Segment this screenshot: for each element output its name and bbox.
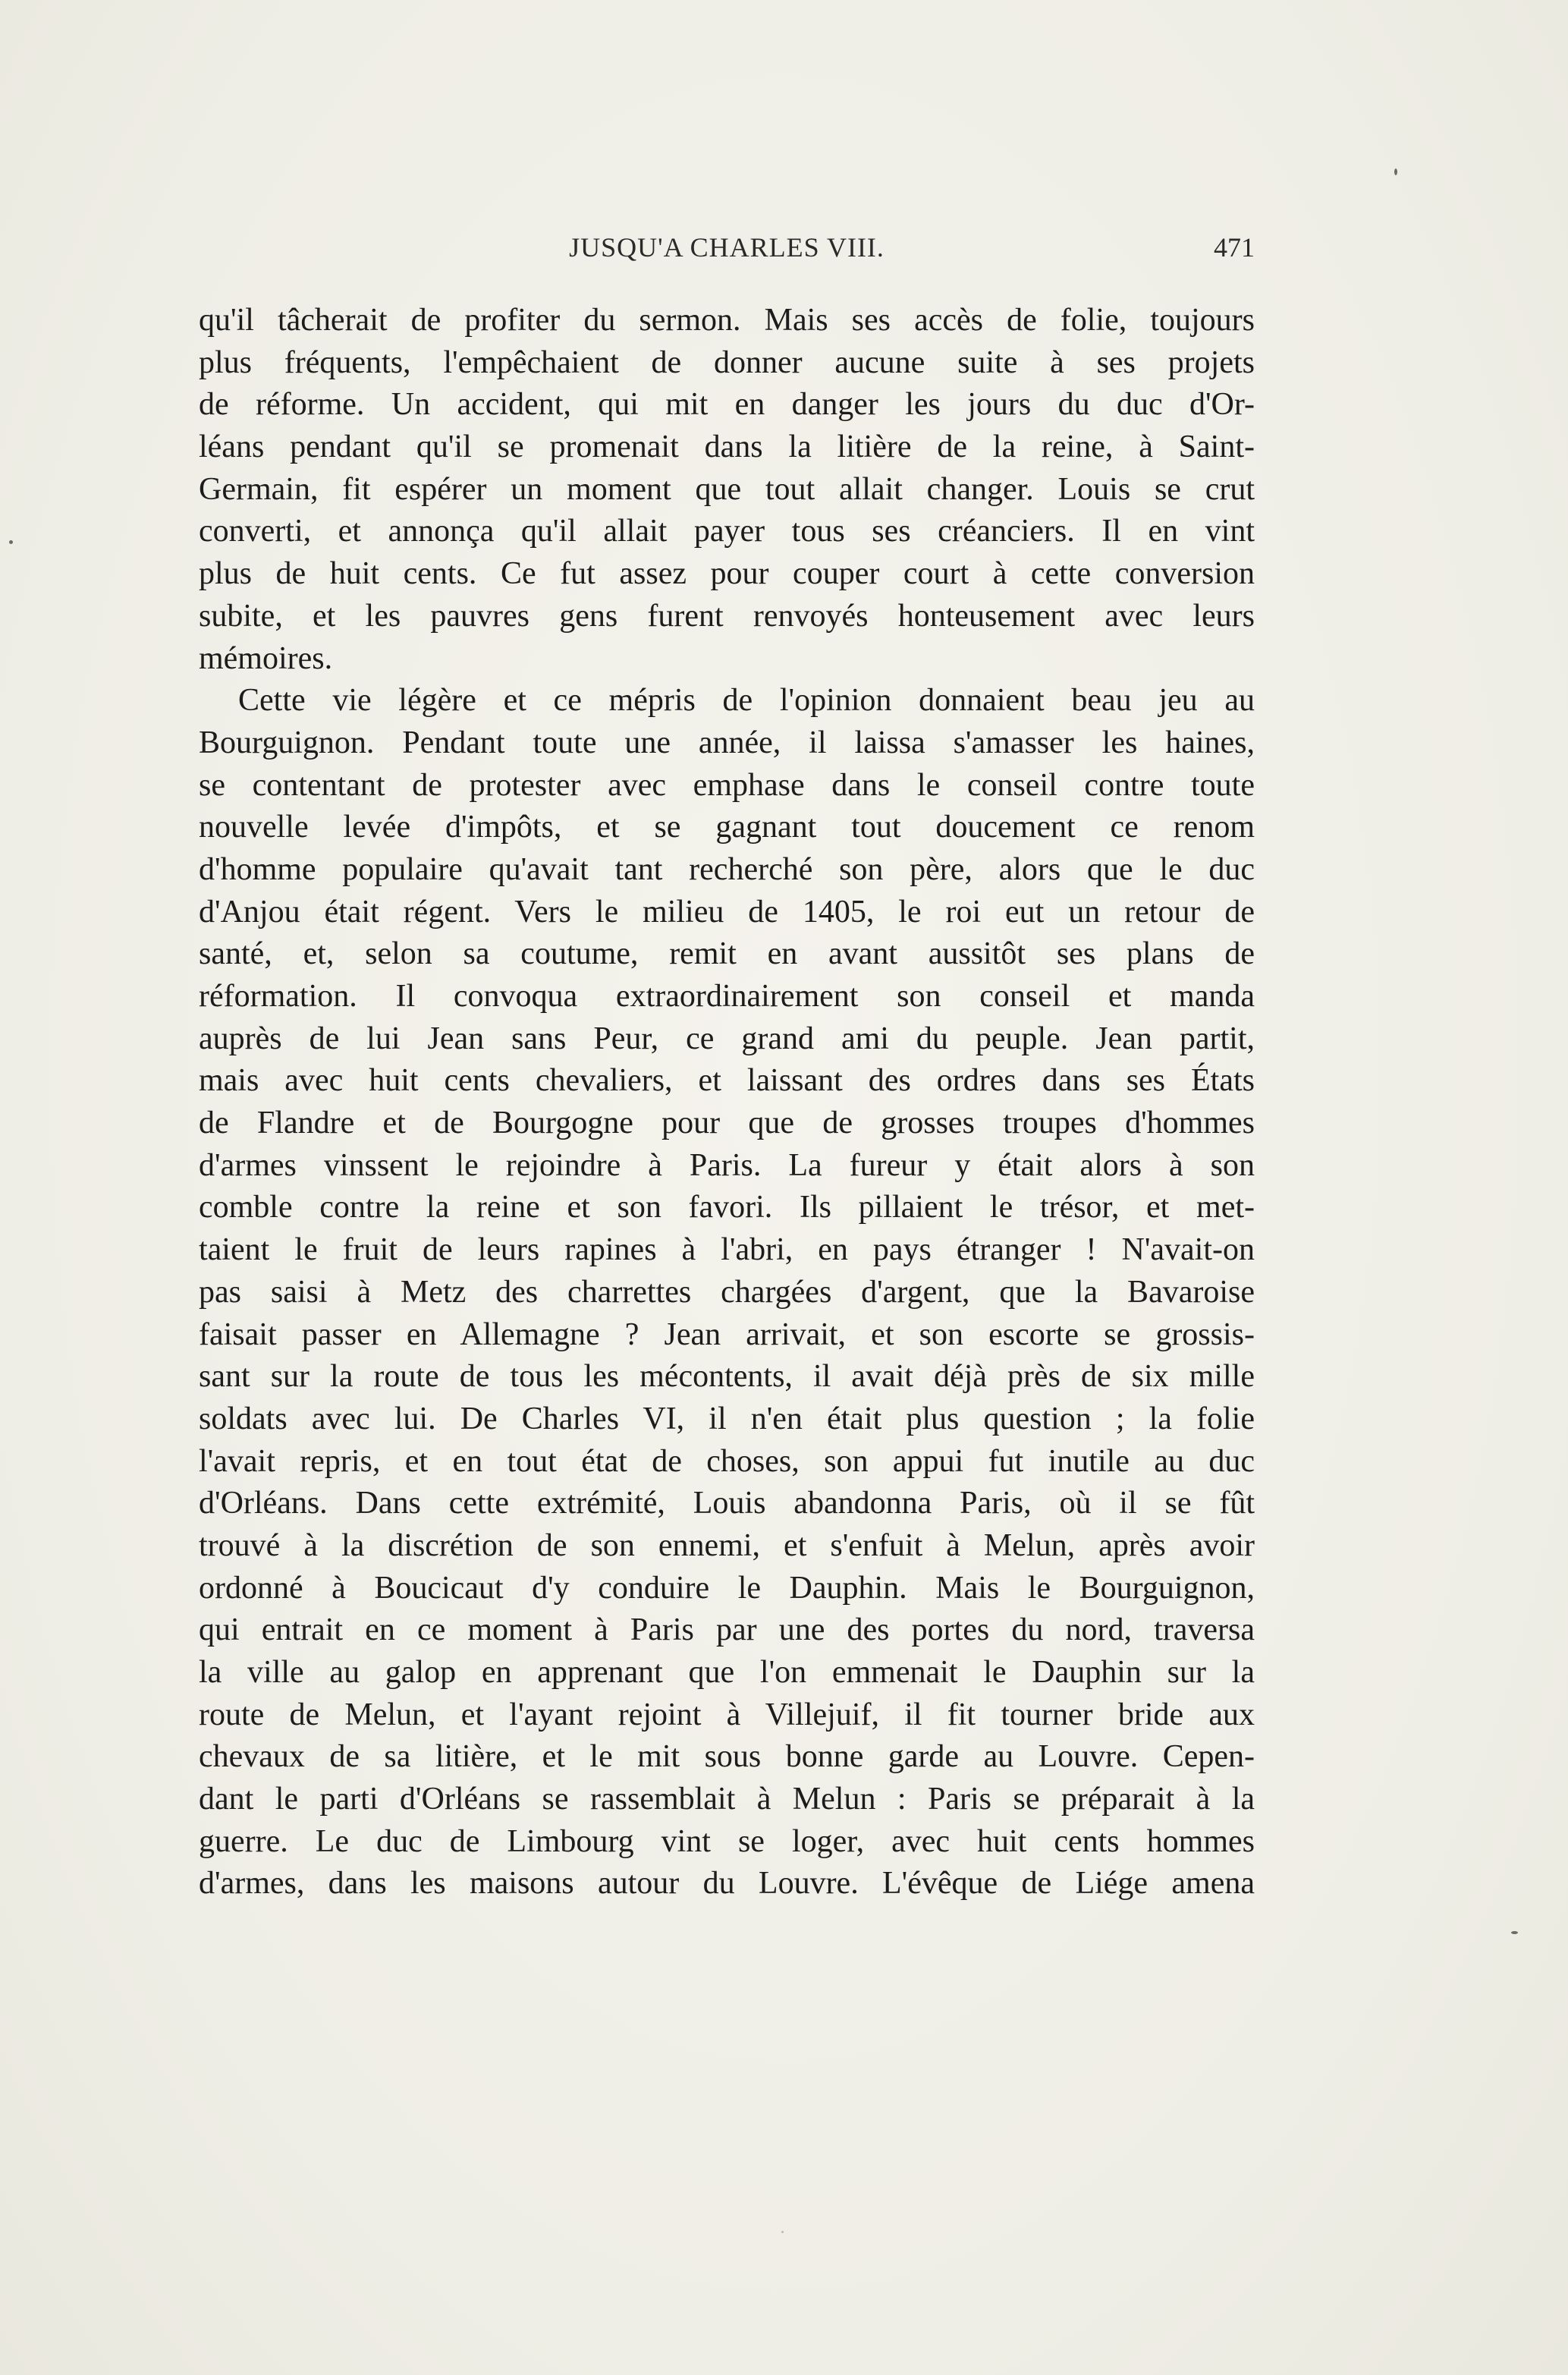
text-line: d'homme populaire qu'avait tant recherché son père, alors que le duc <box>199 851 1255 887</box>
text-line: comble contre la reine et son favori. Ils pillaient le trésor, et met- <box>199 1190 1255 1225</box>
text-line: plus fréquents, l'empêchaient de donner aucune suite à ses projets <box>199 344 1255 380</box>
text-line: léans pendant qu'il se promenait dans la litière de la reine, à Saint- <box>199 429 1255 465</box>
text-line: l'avait repris, et en tout état de choses, son appui fut inutile au duc <box>199 1443 1255 1479</box>
text-line: sant sur la route de tous les mécontents, il avait déjà près de six mille <box>199 1359 1255 1395</box>
text-line: chevaux de sa litière, et le mit sous bonne garde au Louvre. Cepen- <box>199 1739 1255 1775</box>
text-line: Germain, fit espérer un moment que tout allait changer. Louis se crut <box>199 471 1255 507</box>
paper-speck <box>1394 168 1397 175</box>
running-title: JUSQU'A CHARLES VIII. <box>569 232 885 263</box>
text-line: Bourguignon. Pendant toute une année, il laissa s'amasser les haines, <box>199 725 1255 760</box>
text-line: de réforme. Un accident, qui mit en danger les jours du duc d'Or- <box>199 387 1255 423</box>
text-line: soldats avec lui. De Charles VI, il n'en était plus question ; la folie <box>199 1401 1255 1436</box>
text-line: faisait passer en Allemagne ? Jean arrivait, et son escorte se grossis- <box>199 1316 1255 1352</box>
text-line: réformation. Il convoqua extraordinairement son conseil et manda <box>199 979 1255 1014</box>
text-line: d'Orléans. Dans cette extrémité, Louis abandonna Paris, où il se fût <box>199 1486 1255 1521</box>
text-line: d'armes, dans les maisons autour du Louvre. L'évêque de Liége amena <box>199 1866 1255 1902</box>
text-line: santé, et, selon sa coutume, remit en avant aussitôt ses plans de <box>199 936 1255 972</box>
text-line: converti, et annonça qu'il allait payer tous ses créanciers. Il en vint <box>199 514 1255 549</box>
page-header <box>199 231 1255 277</box>
text-line: taient le fruit de leurs rapines à l'abri, en pays étranger ! N'avait-on <box>199 1232 1255 1268</box>
text-line: qu'il tâcherait de profiter du sermon. Mais ses accès de folie, toujours <box>199 303 1255 338</box>
body-text <box>199 300 1255 1905</box>
text-line: pas saisi à Metz des charrettes chargées d'argent, que la Bavaroise <box>199 1274 1255 1310</box>
paper-speck <box>1511 1931 1518 1934</box>
text-line: Cette vie légère et ce mépris de l'opinion donnaient beau jeu au <box>238 683 1255 719</box>
text-line: d'armes vinssent le rejoindre à Paris. La fureur y était alors à son <box>199 1147 1255 1183</box>
page-number: 471 <box>1214 232 1255 263</box>
text-line: qui entrait en ce moment à Paris par une des portes du nord, traversa <box>199 1612 1255 1648</box>
text-line: nouvelle levée d'impôts, et se gagnant tout doucement ce renom <box>199 810 1255 845</box>
text-line: se contentant de protester avec emphase dans le conseil contre toute <box>199 767 1255 803</box>
text-line: ordonné à Boucicaut d'y conduire le Dauphin. Mais le Bourguignon, <box>199 1570 1255 1606</box>
text-line: plus de huit cents. Ce fut assez pour couper court à cette conversion <box>199 556 1255 592</box>
text-line: dant le parti d'Orléans se rassemblait à Melun : Paris se préparait à la <box>199 1782 1255 1817</box>
text-line: subite, et les pauvres gens furent renvoyés honteusement avec leurs <box>199 598 1255 634</box>
text-line: auprès de lui Jean sans Peur, ce grand ami du peuple. Jean partit, <box>199 1021 1255 1056</box>
text-line: de Flandre et de Bourgogne pour que de grosses troupes d'hommes <box>199 1106 1255 1141</box>
text-line: trouvé à la discrétion de son ennemi, et s'enfuit à Melun, après avoir <box>199 1527 1255 1563</box>
text-line: guerre. Le duc de Limbourg vint se loger, avec huit cents hommes <box>199 1823 1255 1859</box>
text-line: d'Anjou était régent. Vers le milieu de 1405, le roi eut un retour de <box>199 894 1255 930</box>
paper-speck <box>9 540 13 544</box>
text-line: mais avec huit cents chevaliers, et laissant des ordres dans ses États <box>199 1063 1255 1099</box>
text-line: la ville au galop en apprenant que l'on emmenait le Dauphin sur la <box>199 1655 1255 1690</box>
paper-speck <box>781 2231 784 2233</box>
text-line: route de Melun, et l'ayant rejoint à Villejuif, il fit tourner bride aux <box>199 1697 1255 1732</box>
text-line: mémoires. <box>199 640 333 676</box>
